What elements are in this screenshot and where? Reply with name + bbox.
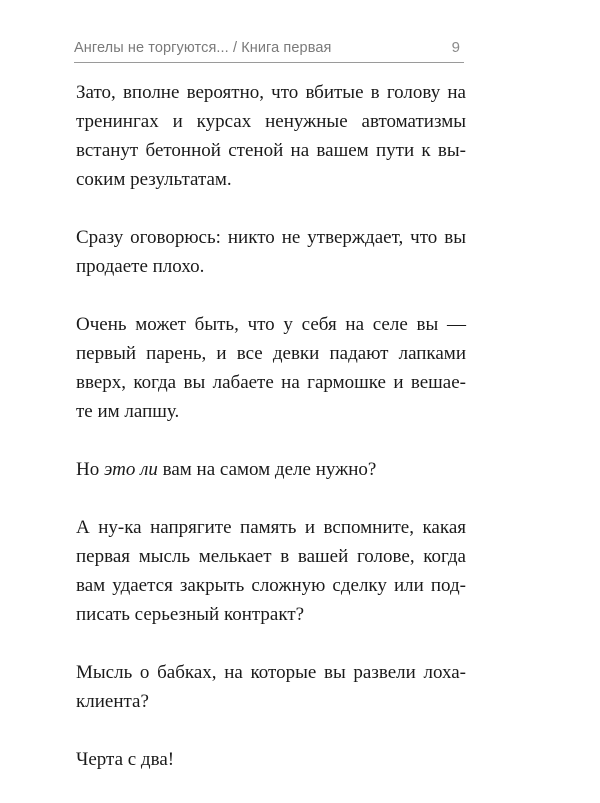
text-line: писать серьезный контракт? xyxy=(76,604,305,625)
paragraph-1 xyxy=(76,78,466,194)
page-number: 9 xyxy=(451,39,460,56)
text-line: продаете плохо. xyxy=(76,256,205,277)
text-line: клиента? xyxy=(76,691,149,712)
text-line: встанут бетонной стеной на вашем пути к вы- xyxy=(76,140,466,161)
text-line: Очень может быть, что у себя на селе вы — xyxy=(76,314,466,335)
text-line: Черта с два! xyxy=(76,749,175,770)
text-line: первая мысль мелькает в вашей голове, когда xyxy=(76,546,466,567)
text-line xyxy=(76,455,466,484)
paragraph-4 xyxy=(76,455,466,484)
paragraph-3 xyxy=(76,310,466,426)
paragraph-2 xyxy=(76,223,466,281)
paragraph-6 xyxy=(76,658,466,716)
page-header xyxy=(74,38,464,63)
text-line: те им лапшу. xyxy=(76,401,180,422)
paragraph-7 xyxy=(76,745,466,774)
emphasis-text: это ли xyxy=(103,459,158,480)
text-line: Мысль о бабках, на которые вы развели лоха- xyxy=(76,662,466,683)
paragraph-5 xyxy=(76,513,466,629)
body-text xyxy=(76,78,466,803)
text-line: Сразу оговорюсь: никто не утверждает, что вы xyxy=(76,227,466,248)
text-line: вверх, когда вы лабаете на гармошке и вешае- xyxy=(76,372,466,393)
text-line: Зато, вполне вероятно, что вбитые в голову на xyxy=(76,82,466,103)
text-line: А ну-ка напрягите память и вспомните, какая xyxy=(76,517,466,538)
text-line: соким результатам. xyxy=(76,169,232,190)
text-line: тренингах и курсах ненужные автоматизмы xyxy=(76,111,466,132)
question-after: вам на самом деле нужно? xyxy=(157,459,377,480)
text-line: вам удается закрыть сложную сделку или под- xyxy=(76,575,466,596)
text-line: первый парень, и все девки падают лапками xyxy=(76,343,466,364)
question-before: Но xyxy=(76,459,104,480)
running-title: Ангелы не торгуются... / Книга первая xyxy=(74,40,332,56)
